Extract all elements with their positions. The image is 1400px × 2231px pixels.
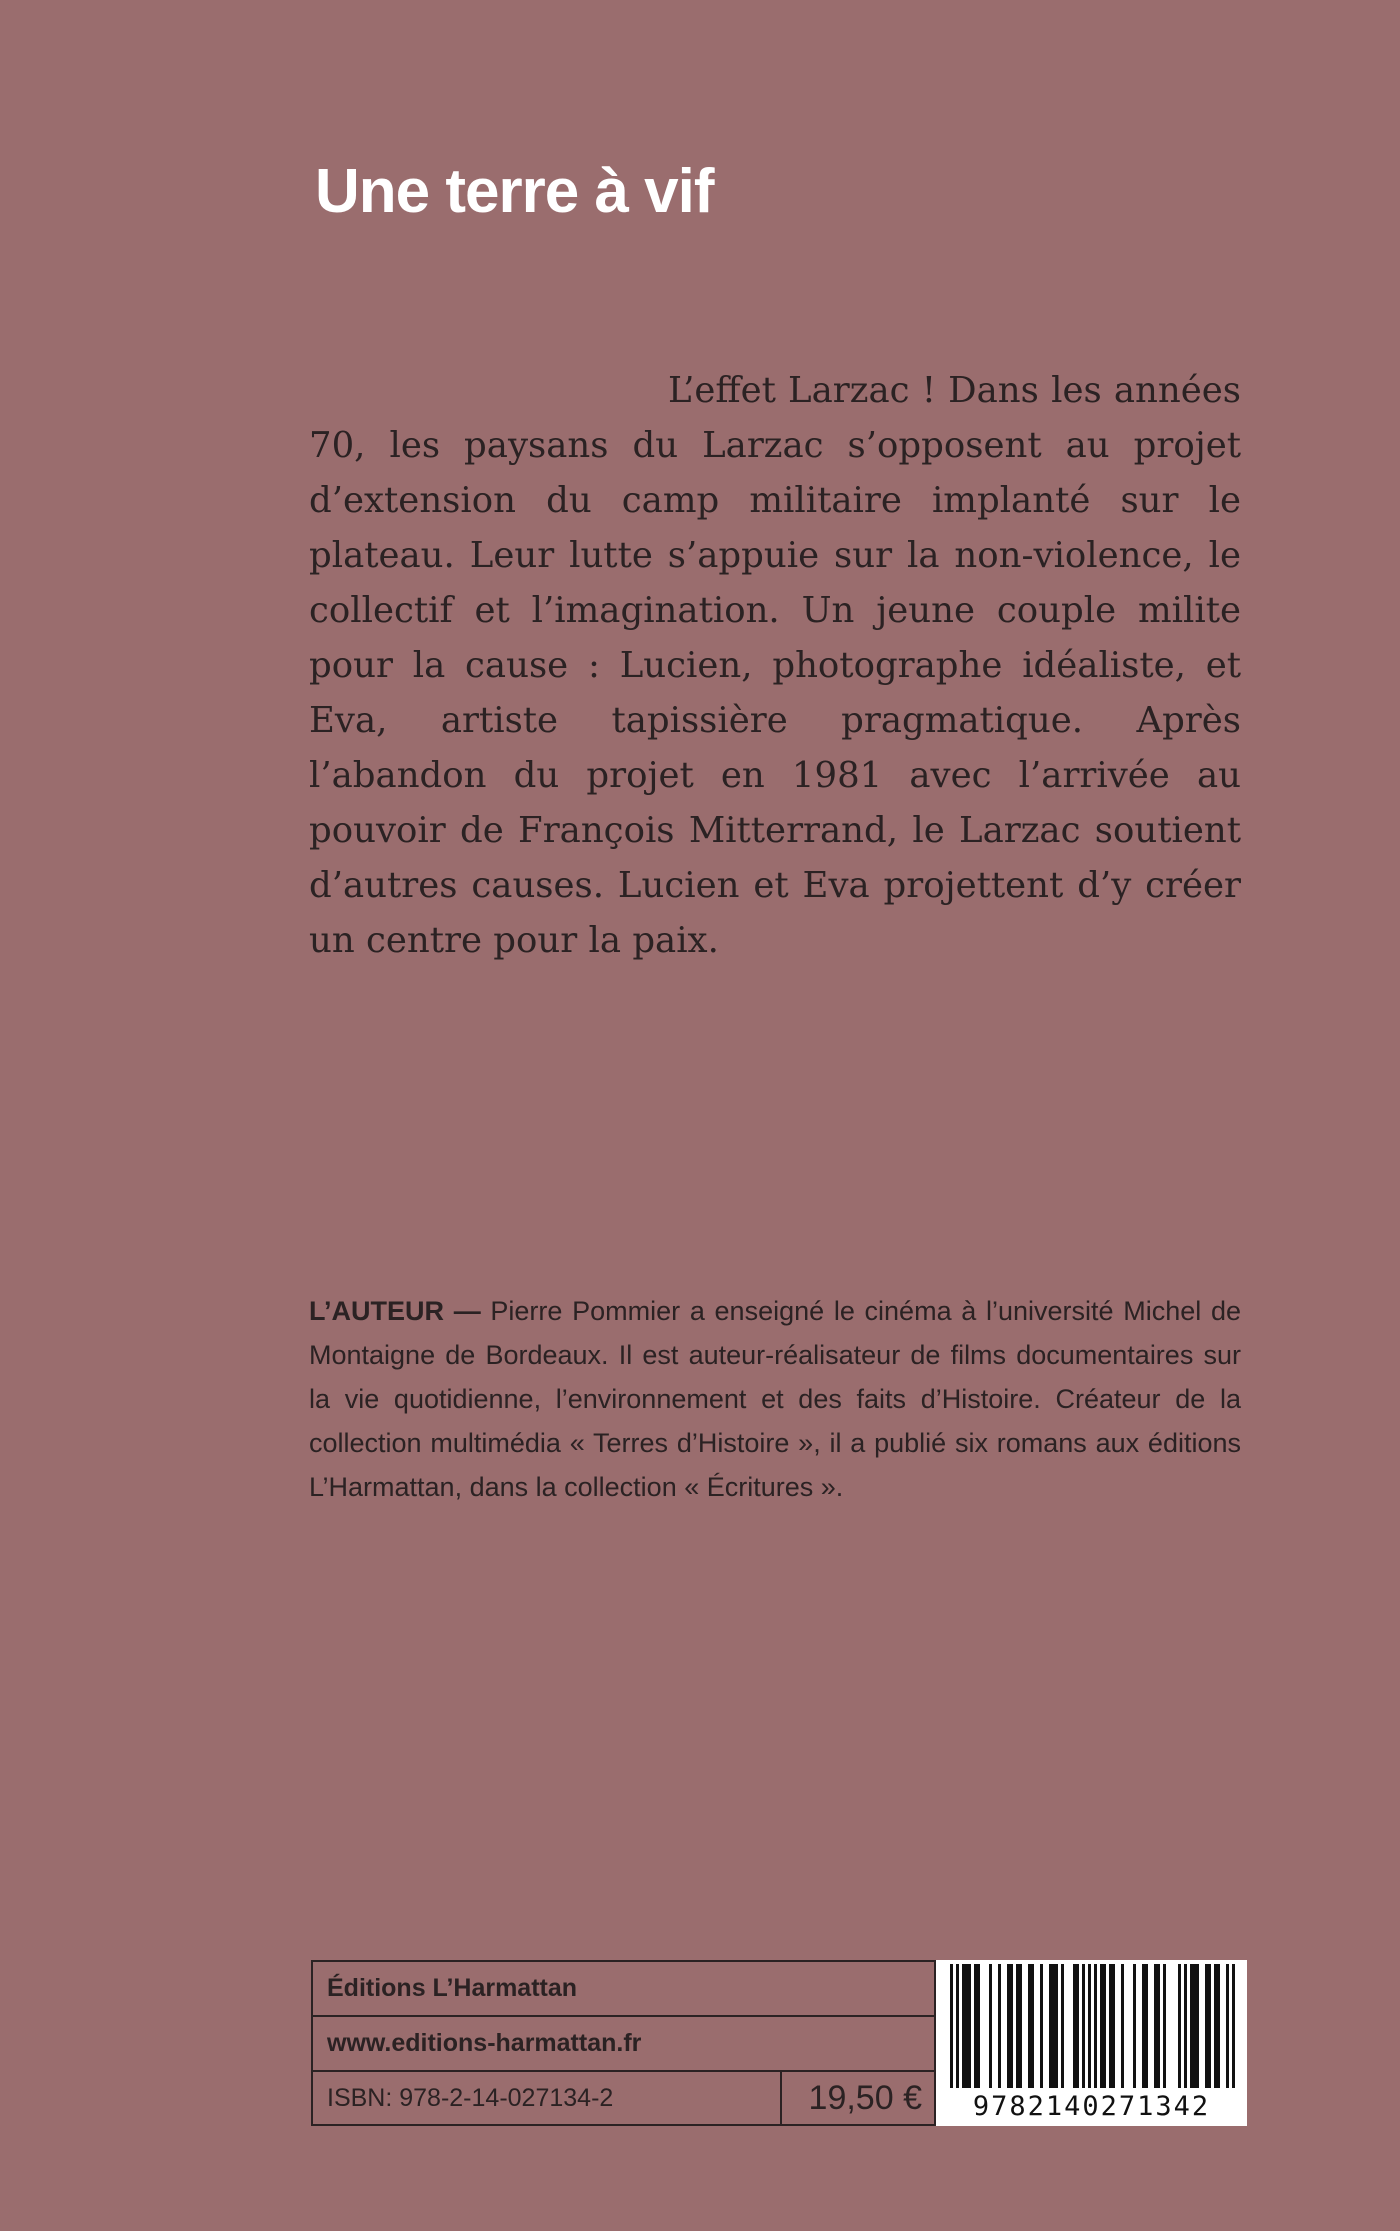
- barcode-bar: [1142, 1964, 1145, 2088]
- barcode-bar: [1145, 1964, 1148, 2088]
- barcode-bar: [977, 1964, 980, 2088]
- barcode-bar: [1184, 1964, 1187, 2088]
- barcode-bar: [1196, 1964, 1199, 2088]
- barcode-bar: [974, 1964, 977, 2088]
- isbn-text: ISBN: 978-2-14-027134-2: [313, 2072, 782, 2124]
- barcode-bar: [1109, 1964, 1112, 2088]
- barcode-bar: [962, 1964, 965, 2088]
- barcode-bar: [1163, 1964, 1166, 2088]
- barcode-bar: [1226, 1964, 1229, 2088]
- barcode-bar: [1094, 1964, 1097, 2088]
- barcode-bar: [1178, 1964, 1181, 2088]
- barcode-bar: [1031, 1964, 1034, 2088]
- barcode-bar: [998, 1964, 1001, 2088]
- barcode-bar: [1055, 1964, 1058, 2088]
- barcode-bar: [1217, 1964, 1220, 2088]
- publisher-info-table: [311, 1960, 936, 2126]
- barcode-bar: [1052, 1964, 1055, 2088]
- barcode-bar: [1112, 1964, 1115, 2088]
- barcode-number: 9782140271342: [936, 2092, 1247, 2122]
- barcode-bar: [968, 1964, 971, 2088]
- barcode-bar: [1100, 1964, 1103, 2088]
- barcode-bar: [1154, 1964, 1157, 2088]
- barcode: [936, 1960, 1247, 2126]
- barcode-bar: [1049, 1964, 1052, 2088]
- barcode-bar: [1016, 1964, 1019, 2088]
- barcode-bar: [1157, 1964, 1160, 2088]
- book-title: Une terre à vif: [315, 157, 714, 226]
- barcode-bar: [1028, 1964, 1031, 2088]
- isbn-price-row: [313, 2072, 934, 2124]
- barcode-bar: [1076, 1964, 1079, 2088]
- barcode-bar: [950, 1964, 953, 2088]
- publisher-box: [311, 1960, 1247, 2126]
- barcode-bar: [1208, 1964, 1211, 2088]
- barcode-bar: [1133, 1964, 1136, 2088]
- barcode-bar: [1073, 1964, 1076, 2088]
- author-bio: Pierre Pommier a enseigné le cinéma à l’université Michel de Montaigne de Bordeaux. Il est auteur-réalisateur de films documentaires sur la vie quotidienne, l’environnement et des faits d’Histoire. Créateur de la collection multimédia « Terres d’Histoire », il a publié six romans aux éditions L’Harmattan, dans la collection « Écritures ».: [309, 1296, 1241, 1502]
- barcode-bar: [1007, 1964, 1010, 2088]
- barcode-bar: [1019, 1964, 1022, 2088]
- barcode-bar: [956, 1964, 959, 2088]
- publisher-website: www.editions-harmattan.fr: [313, 2017, 934, 2072]
- barcode-bar: [1061, 1964, 1064, 2088]
- barcode-bar: [1193, 1964, 1196, 2088]
- barcode-bar: [1190, 1964, 1193, 2088]
- barcode-bar: [1205, 1964, 1208, 2088]
- barcode-bar: [1010, 1964, 1013, 2088]
- publisher-name: Éditions L’Harmattan: [313, 1962, 934, 2017]
- barcode-bar: [1082, 1964, 1085, 2088]
- barcode-bar: [965, 1964, 968, 2088]
- barcode-bar: [1103, 1964, 1106, 2088]
- barcode-bar: [1121, 1964, 1124, 2088]
- barcode-bar: [1214, 1964, 1217, 2088]
- barcode-bar: [1088, 1964, 1091, 2088]
- price-text: 19,50 €: [808, 2078, 922, 2117]
- barcode-bar: [1232, 1964, 1235, 2088]
- author-section: [309, 1289, 1241, 1509]
- author-label: L’AUTEUR —: [309, 1296, 481, 1326]
- synopsis-text: L’effet Larzac ! Dans les années 70, les paysans du Larzac s’opposent au projet d’extension du camp militaire implanté sur le plateau. Leur lutte s’appuie sur la non-violence, le collectif et l’imagination. Un jeune couple milite pour la cause : Lucien, photographe idéaliste, et Eva, artiste tapissière pragmatique. Après l’abandon du projet en 1981 avec l’arrivée au pouvoir de François Mitterrand, le Larzac soutient d’autres causes. Lucien et Eva projettent d’y créer un centre pour la paix.: [309, 370, 1241, 961]
- barcode-bar: [989, 1964, 992, 2088]
- barcode-bar: [1040, 1964, 1043, 2088]
